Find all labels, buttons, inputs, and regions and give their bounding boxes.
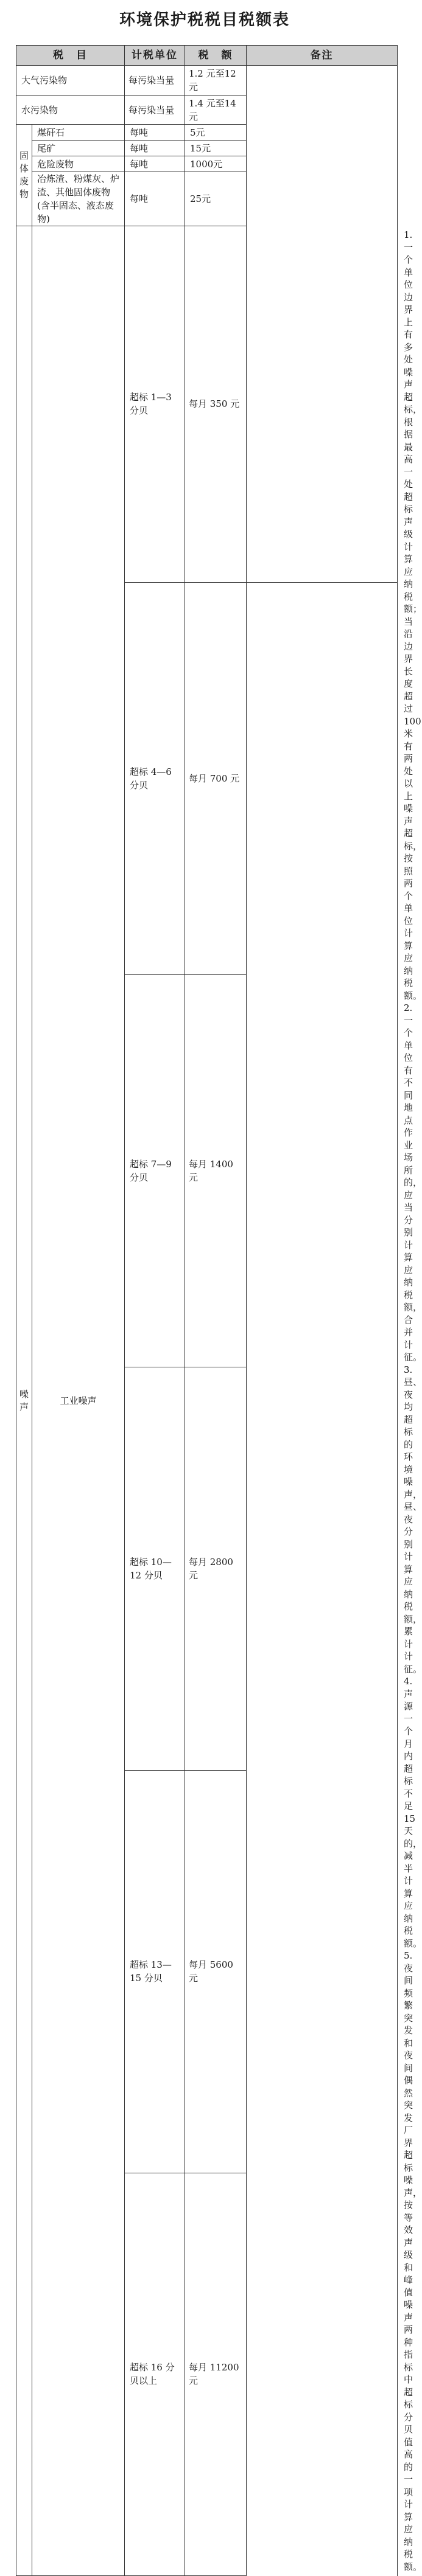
noise-unit: 超标 1—3 分贝 <box>125 226 185 583</box>
solid-group-label: 固体废物 <box>16 125 32 226</box>
page-title: 环境保护税税目税额表 <box>119 11 290 29</box>
header-item: 税 目 <box>16 46 125 66</box>
noise-amount: 每月 5600 元 <box>185 1770 247 2173</box>
air-item: 大气污染物 <box>16 66 125 95</box>
noise-amount: 每月 1400 元 <box>185 975 247 1367</box>
noise-unit: 超标 16 分贝以上 <box>125 2173 185 2575</box>
header-amount: 税 额 <box>185 46 247 66</box>
noise-amount: 每月 2800 元 <box>185 1367 247 1770</box>
solid-unit: 每吨 <box>125 125 185 141</box>
water-item: 水污染物 <box>16 95 125 125</box>
noise-unit: 超标 7—9 分贝 <box>125 975 185 1367</box>
noise-amount: 每月 350 元 <box>185 226 247 583</box>
air-amount: 1.2 元至12元 <box>185 66 247 95</box>
solid-amount: 5元 <box>185 125 247 141</box>
header-unit: 计税单位 <box>125 46 185 66</box>
solid-unit: 每吨 <box>125 141 185 156</box>
solid-item: 煤矸石 <box>32 125 125 141</box>
noise-item: 工业噪声 <box>32 226 125 2576</box>
noise-unit: 超标 10—12 分贝 <box>125 1367 185 1770</box>
table-row <box>16 66 398 95</box>
solid-unit: 每吨 <box>125 156 185 172</box>
solid-amount: 1000元 <box>185 156 247 172</box>
header-row <box>16 46 398 66</box>
table-row: 噪声 工业噪声 超标 1—3 分贝 每月 350 元 1. 一个单位边界上有多处噪声超标，根据最高一处超标声级计算应纳税额；当沿边界长度超过100米有两处以上噪声超标，按照两个单位计算应纳税额。 2. 一个单位有不同地点作业场所的，应当分别计算应纳税额，合并计征。 3. 昼、夜均超标的环境噪声，昼、夜分别计算应纳税额，累计计征。 4. 声源一个月内超标不足15天的，减半计算应纳税额。 5. 夜间频繁突发和夜间偶然突发厂界超标噪声，按等效声级和峰值噪声两种指标中超标分贝值高的一项计算应纳税额。 <box>16 226 398 583</box>
solid-amount: 15元 <box>185 141 247 156</box>
empty-note <box>247 66 398 583</box>
air-unit: 每污染当量 <box>125 66 185 95</box>
water-amount: 1.4 元至14元 <box>185 95 247 125</box>
noise-unit: 超标 13—15 分贝 <box>125 1770 185 2173</box>
header-note: 备注 <box>247 46 398 66</box>
water-unit: 每污染当量 <box>125 95 185 125</box>
solid-item: 危险废物 <box>32 156 125 172</box>
solid-item: 冶炼渣、粉煤灰、炉渣、其他固体废物(含半固态、液态废物) <box>32 172 125 226</box>
noise-amount: 每月 11200 元 <box>185 2173 247 2575</box>
noise-group-label: 噪声 <box>16 226 32 2576</box>
solid-item: 尾矿 <box>32 141 125 156</box>
noise-unit: 超标 4—6 分贝 <box>125 582 185 974</box>
noise-amount: 每月 700 元 <box>185 582 247 974</box>
tax-table <box>16 45 422 2576</box>
solid-amount: 25元 <box>185 172 247 226</box>
solid-unit: 每吨 <box>125 172 185 226</box>
